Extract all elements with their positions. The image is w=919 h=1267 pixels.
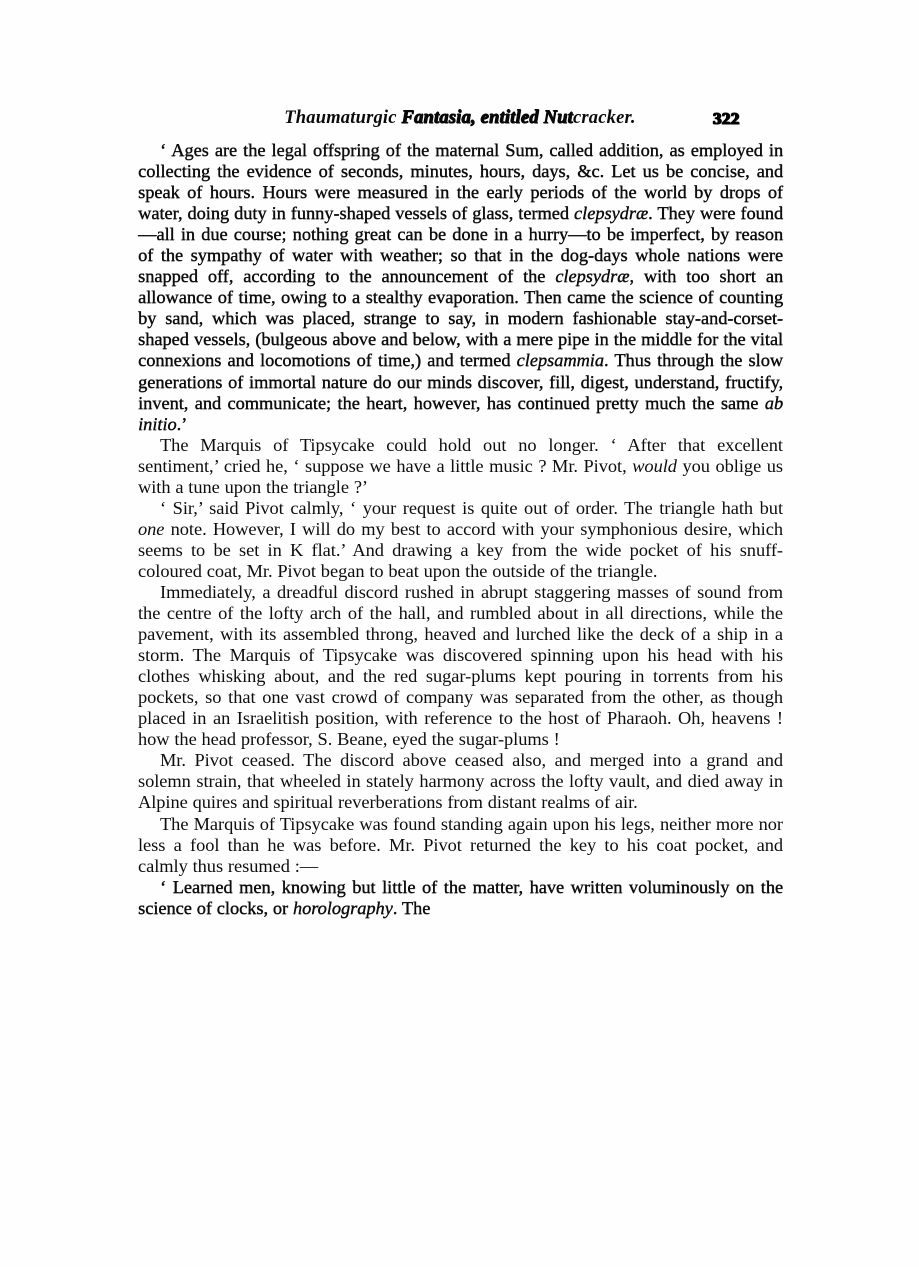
running-head-title-blot-1: Fantasia, entitled	[401, 108, 544, 128]
body-text-block	[138, 140, 783, 919]
running-head-title-part-2: cracker.	[572, 108, 636, 128]
italic-term: ab initio	[138, 392, 783, 434]
italic-term: clepsydræ	[573, 203, 649, 224]
running-head-title-part-1: Thaumaturgic	[284, 108, 402, 128]
paragraph-ages: ‘ Ages are the legal offspring of the maternal Sum, called addition, as employed in collecting the evidence of seconds, minutes, hours, days, &c. Let us be concise, and speak of hours. Hours were measured in the early periods of the world by drops of water, doing duty in funny-shaped vessels of glass, termed clepsydræ. They were found—all in due course; nothing great can be done in a hurry—to be imperfect, by reason of the sympathy of water with weather; so that in the dog-days whole nations were snapped off, according to the announcement of the clepsydræ, with too short an allowance of time, owing to a stealthy evaporation. Then came the science of counting by sand, which was placed, strange to say, in modern fashionable stay-and-corset-shaped vessels, (bulgeous above and below, with a mere pipe in the middle for the vital connexions and locomotions of time,) and termed clepsammia. Thus through the slow generations of immortal nature do our minds discover, fill, digest, understand, fructify, invent, and communicate; the heart, however, has continued pretty much the same ab initio.’	[138, 140, 783, 434]
paragraph-learned-men: ‘ Learned men, knowing but little of the matter, have written voluminously on the science of clocks, or horolography. The	[138, 876, 783, 918]
running-head	[138, 108, 782, 132]
paragraph-immediately: Immediately, a dreadful discord rushed in abrupt staggering masses of sound from the centre of the lofty arch of the hall, and rumbled about in all directions, while the pavement, with its assembled throng, heaved and lurched like the deck of a ship in a storm. The Marquis of Tipsycake was discovered spinning upon his head with his clothes whisking about, and the red sugar-plums kept pouring in torrents from his pockets, so that one vast crowd of company was separated from the other, as though placed in an Israelitish position, with reference to the host of Pharaoh. Oh, heavens ! how the head professor, S. Beane, eyed the sugar-plums !	[138, 581, 783, 750]
paragraph-pivot-ceased: Mr. Pivot ceased. The discord above ceased also, and merged into a grand and solemn strain, that wheeled in stately harmony across the lofty vault, and died away in Alpine quires and spiritual reverberations from distant realms of air.	[138, 750, 783, 813]
paragraph-marquis-found-standing: The Marquis of Tipsycake was found standing again upon his legs, neither more nor less a fool than he was before. Mr. Pivot returned the key to his coat pocket, and calmly thus resumed :—	[138, 813, 783, 876]
running-head-title-blot-2: Nut	[543, 108, 573, 128]
paragraph-sir-said-pivot: ‘ Sir,’ said Pivot calmly, ‘ your request is quite out of order. The triangle hath but one note. However, I will do my best to accord with your symphonious desire, which seems to be set in K flat.’ And drawing a key from the wide pocket of his snuff-coloured coat, Mr. Pivot began to beat upon the outside of the triangle.	[138, 497, 783, 581]
running-head-title	[284, 108, 635, 129]
page-number: 322	[713, 109, 740, 128]
paragraph-marquis-hold-out: The Marquis of Tipsycake could hold out no longer. ‘ After that excellent sentiment,’ cried he, ‘ suppose we have a little music ? Mr. Pivot, would you oblige us with a tune upon the triangle ?’	[138, 434, 783, 497]
italic-term: horolography	[292, 897, 393, 918]
italic-term: clepsydræ	[555, 266, 630, 287]
italic-term: one	[138, 518, 165, 539]
italic-term: would	[632, 455, 677, 476]
italic-term: clepsammia	[516, 350, 604, 371]
